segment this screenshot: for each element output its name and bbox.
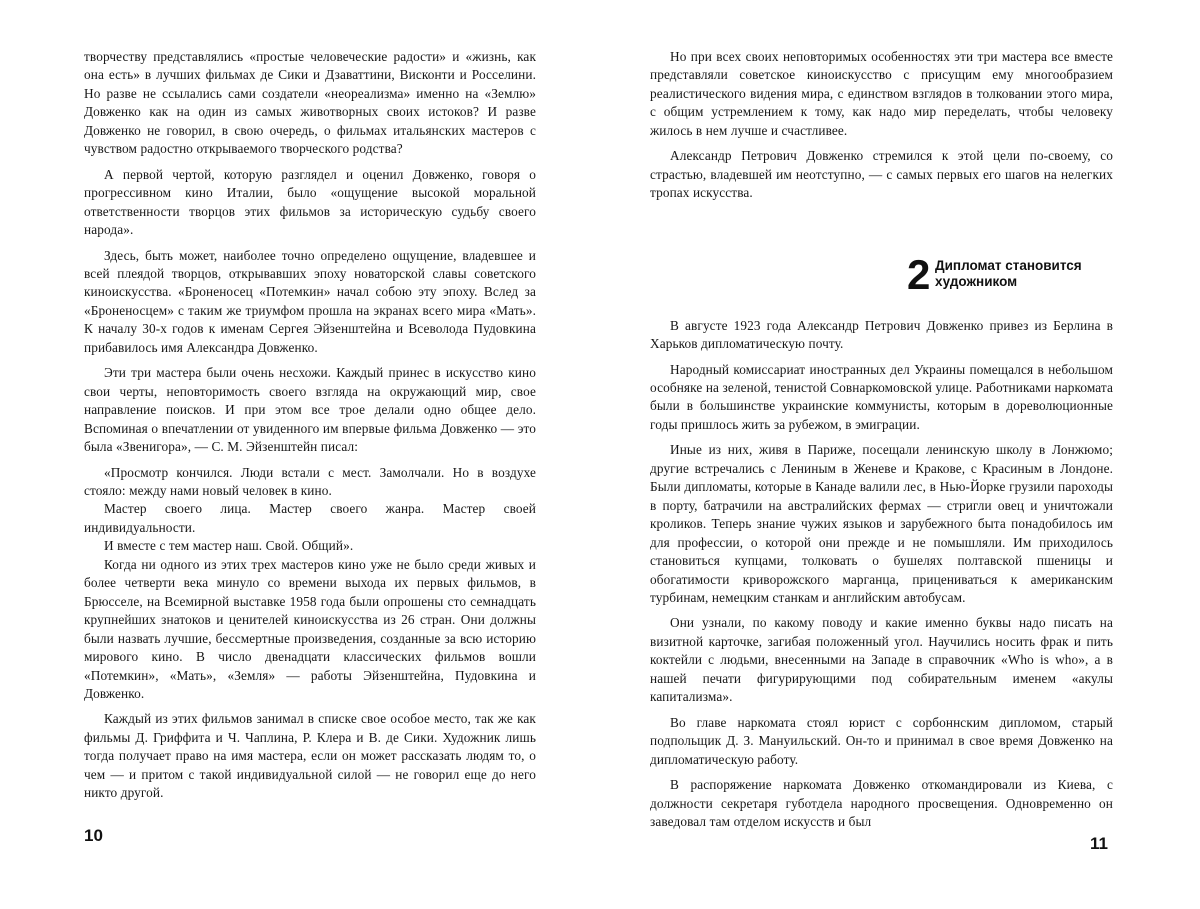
paragraph: Когда ни одного из этих трех мастеров кино уже не было среди живых и более четверти века минуло со времени выхода их первых фильмов, в Брюсселе, на Всемирной выставке 1958 года были опрошены сто семнадцать крупнейших знатоков и ценителей киноискусства из 26 стран. Они должны были назвать лучшие, бессмертные произведения, созданные за всю историю мирового кино. В число двенадцати классических фильмов вошли «Потемкин», «Мать», «Земля» — работы Эйзенштейна, Пудовкина и Довженко. bbox=[84, 556, 536, 701]
chapter-title-line: Дипломат становится bbox=[935, 257, 1082, 273]
paragraph: Александр Петрович Довженко стремился к этой цели по-своему, со страстью, владевшей им неотступно, — с самых первых его шагов на нелегких тропах искусства. bbox=[650, 148, 1113, 201]
quote-paragraph: И вместе с тем мастер наш. Свой. Общий». bbox=[104, 538, 354, 554]
paragraph: творчеству представлялись «простые человеческие радости» и «жизнь, как она есть» в лучших фильмах де Сики и Дзаваттини, Висконти и Росселини. Но разве не ссылались сами создатели «неореализма» именно на «Землю» Довженко как на один из самых животворных своих истоков? И разве Довженко не говорил, в свою очередь, о фильмах итальянских мастеров с чувством радостно открываемого творческого родства? bbox=[84, 49, 536, 157]
left-text-column bbox=[84, 48, 536, 810]
page-number: 11 bbox=[1090, 834, 1108, 853]
paragraph: Иные из них, живя в Париже, посещали ленинскую школу в Лонжюмо; другие встречались с Лениным в Женеве и Кракове, с Красиным в Лондоне. Были дипломаты, которые в Канаде валили лес, в Нью-Йорке грузили пароходы в порту, батрачили на австралийских фермах — стригли овец и уничтожали кроликов. Теперь знание чужих языков и зарубежного быта понадобилось им для профессии, о которой они прежде и не помышляли. Им приходилось становиться купцами, толковать о бушелях полтавской пшеницы и обогатимости криворожского марганца, прицениваться к американским турбинам, немецким станкам и английским автобусам. bbox=[650, 442, 1113, 605]
paragraph: Они узнали, по какому поводу и какие именно буквы надо писать на визитной карточке, загибая положенный угол. Научились носить фрак и пить коктейли с людьми, внесенными на Западе в справочник «Who is who», а в нашей печати фигурирующими под собирательным именем «акулы капитализма». bbox=[650, 615, 1113, 705]
chapter-number: 2 bbox=[907, 250, 931, 298]
right-page bbox=[600, 0, 1200, 909]
paragraph: Но при всех своих неповторимых особенностях эти три мастера все вместе представляли советское киноискусство с присущим ему многообразием реалистического видения мира, с единством взглядов в толковании этого мира, с общим устремлением к тому, как надо мир переделать, чтобы человеку жилось в нем лучше и счастливее. bbox=[650, 49, 1113, 138]
paragraph: Здесь, быть может, наиболее точно определено ощущение, владевшее и всей плеядой творцов, открывавших эпоху новаторской славы советского киноискусства. «Броненосец «Потемкин» начал собою эту эпоху. Вслед за «Броненосцем» с таким же триумфом прошла на экранах всего мира «Мать». К началу 30-х годов к именам Сергея Эйзенштейна и Всеволода Пудовкина прибавилось имя Александра Довженко. bbox=[84, 247, 536, 355]
chapter-title bbox=[935, 258, 1125, 290]
paragraph: Каждый из этих фильмов занимал в списке свое особое место, так же как фильмы Д. Гриффита и Ч. Чаплина, Р. Клера и В. де Сики. Художник лишь тогда получает право на имя мастера, если он может рассказать людям то, о чем — и притом с такой индивидуальной силой — не говорил еще до него никто другой. bbox=[84, 711, 536, 801]
page-number: 10 bbox=[84, 826, 103, 845]
paragraph: В августе 1923 года Александр Петрович Довженко привез из Берлина в Харьков дипломатическую почту. bbox=[650, 317, 1113, 352]
quote-paragraph: «Просмотр кончился. Люди встали с мест. Замолчали. Но в воздухе стояло: между нами новый человек в кино. bbox=[84, 464, 536, 498]
paragraph: А первой чертой, которую разглядел и оценил Довженко, говоря о прогрессивном кино Италии, было «ощущение высокой моральной ответственности творцов этих фильмов за историческую судьбу своего народа». bbox=[84, 166, 536, 238]
right-text-column bbox=[650, 48, 1113, 838]
paragraph: Во главе наркомата стоял юрист с сорбоннским дипломом, старый подпольщик Д. З. Мануильский. Он-то и принимал в свое время Довженко на дипломатическую работу. bbox=[650, 714, 1113, 767]
paragraph: В распоряжение наркомата Довженко откомандировали из Киева, с должности секретаря губотдела народного просвещения. Одновременно он заведовал там отделом искусств и был bbox=[650, 777, 1113, 829]
chapter-heading bbox=[650, 250, 1113, 298]
chapter-title-line: художником bbox=[935, 273, 1018, 289]
quote-paragraph: Мастер своего лица. Мастер своего жанра. Мастер своей индивидуальности. bbox=[84, 501, 536, 535]
paragraph: Эти три мастера были очень несхожи. Каждый принес в искусство кино свои черты, неповторимость своего взгляда на окружающий мир, свое направление поисков. И при этом все трое делали одно общее дело. Вспоминая о впечатлении от увиденного им впервые фильма Довженко — это была «Звенигора», — С. М. Эйзенштейн писал: bbox=[84, 365, 536, 455]
paragraph: Народный комиссариат иностранных дел Украины помещался в небольшом особняке на зеленой, тенистой Совнаркомовской улице. Работниками наркомата были в большинстве украинские коммунисты, которым в дореволюционные годы пришлось жить за рубежом, в эмиграции. bbox=[650, 361, 1113, 432]
